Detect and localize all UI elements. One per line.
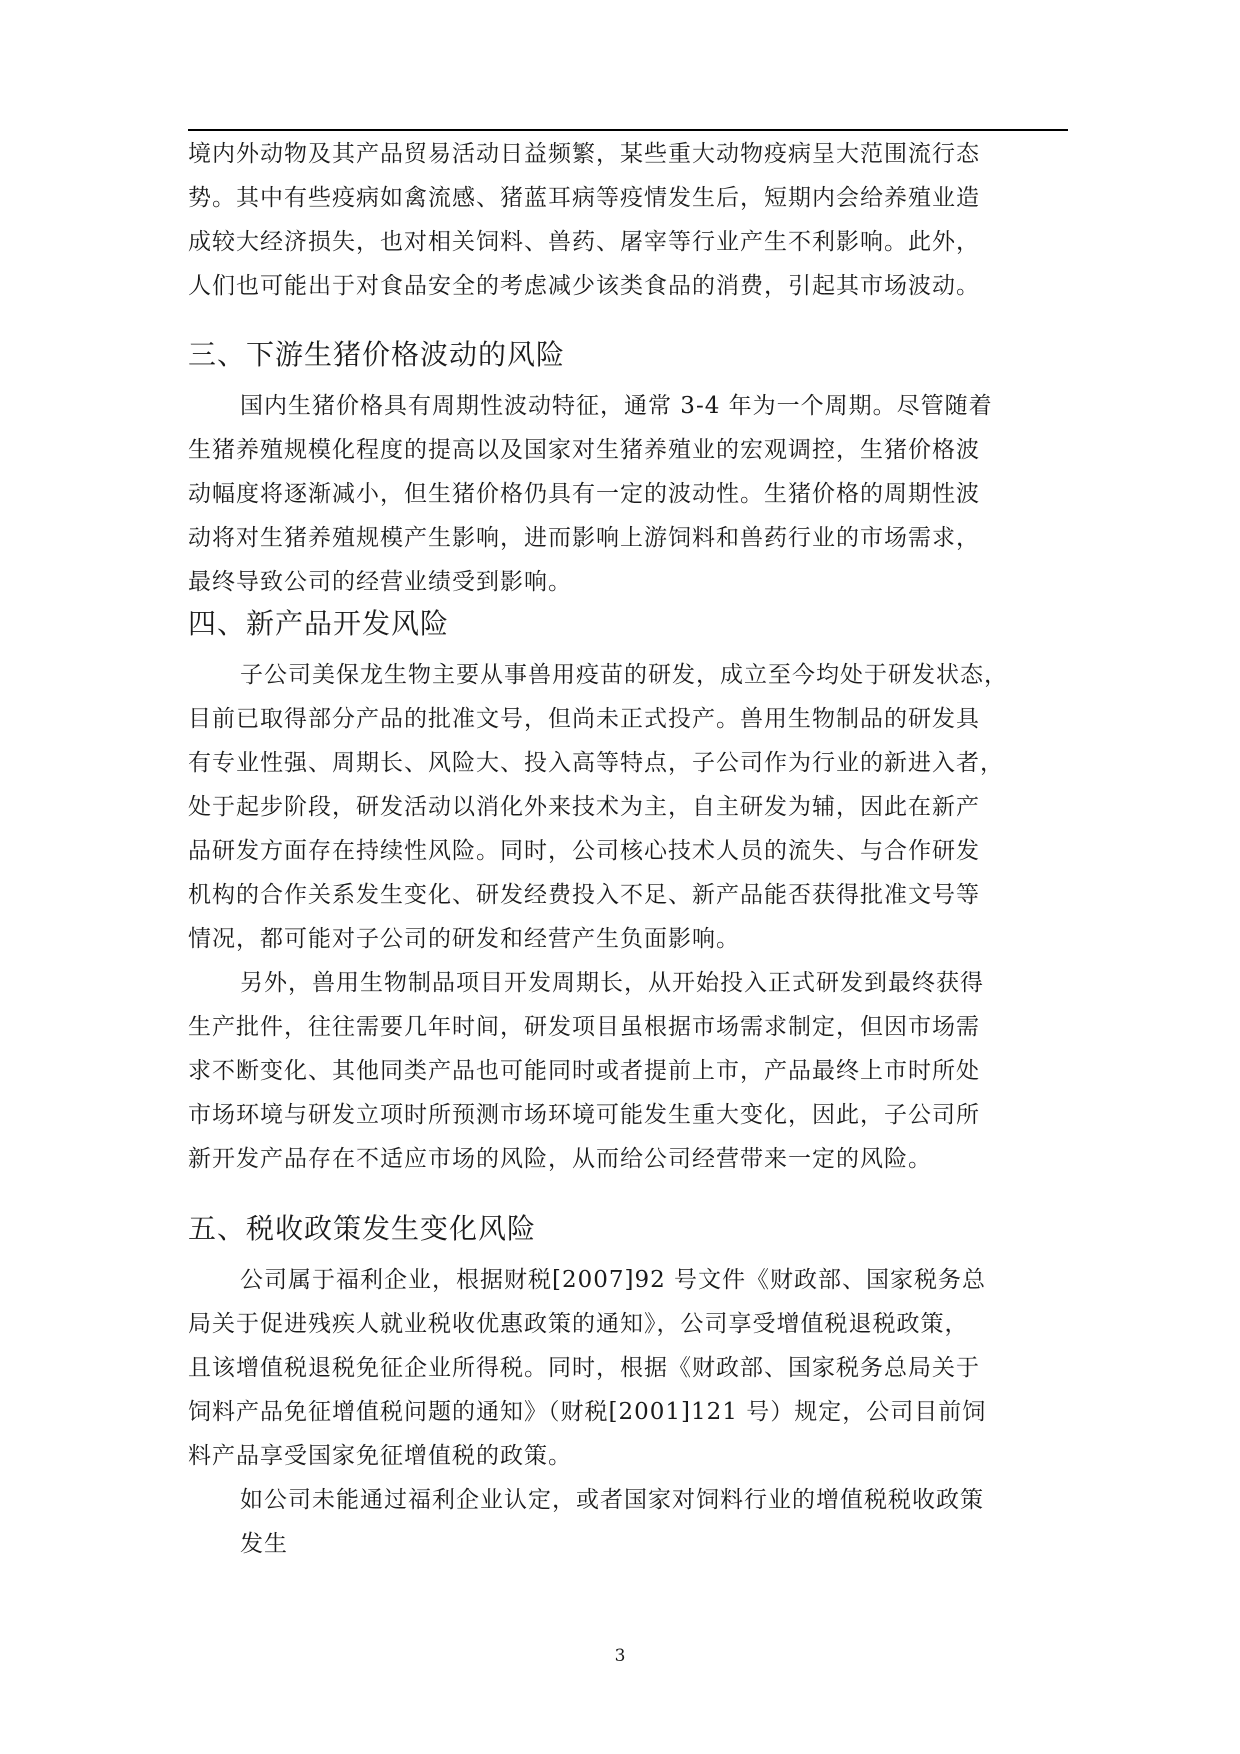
text-line: 发生 (240, 1531, 288, 1557)
section-5-heading: 五、税收政策发生变化风险 (188, 1212, 537, 1245)
text-line: 处于起步阶段，研发活动以消化外来技术为主，自主研发为辅，因此在新产 (188, 794, 980, 820)
text-line: 饲料产品免征增值税问题的通知》（财税[2001]121 号）规定，公司目前饲 (188, 1399, 987, 1425)
text-line: 情况，都可能对子公司的研发和经营产生负面影响。 (188, 926, 740, 952)
text-line: 品研发方面存在持续性风险。同时，公司核心技术人员的流失、与合作研发 (188, 838, 980, 864)
text-line: 求不断变化、其他同类产品也可能同时或者提前上市，产品最终上市时所处 (188, 1058, 980, 1084)
text-line: 另外，兽用生物制品项目开发周期长，从开始投入正式研发到最终获得 (240, 970, 984, 996)
text-line: 动幅度将逐渐减小，但生猪价格仍具有一定的波动性。生猪价格的周期性波 (188, 481, 980, 507)
text-line: 公司属于福利企业，根据财税[2007]92 号文件《财政部、国家税务总 (240, 1267, 987, 1293)
text-line: 动将对生猪养殖规模产生影响，进而影响上游饲料和兽药行业的市场需求， (188, 525, 980, 551)
text-line: 机构的合作关系发生变化、研发经费投入不足、新产品能否获得批准文号等 (188, 882, 980, 908)
text-line: 生猪养殖规模化程度的提高以及国家对生猪养殖业的宏观调控，生猪价格波 (188, 437, 980, 463)
text-line: 料产品享受国家免征增值税的政策。 (188, 1443, 572, 1469)
section-5-paragraph-1 (188, 1258, 1068, 1478)
text-line: 国内生猪价格具有周期性波动特征，通常 3-4 年为一个周期。尽管随着 (240, 393, 993, 419)
text-line: 人们也可能出于对食品安全的考虑减少该类食品的消费，引起其市场波动。 (188, 273, 980, 299)
page-body (188, 132, 1068, 1566)
text-line: 有专业性强、周期长、风险大、投入高等特点，子公司作为行业的新进入者， (188, 750, 1004, 776)
text-line: 市场环境与研发立项时所预测市场环境可能发生重大变化，因此，子公司所 (188, 1102, 980, 1128)
text-line: 如公司未能通过福利企业认定，或者国家对饲料行业的增值税税收政策 (240, 1487, 984, 1513)
text-line: 生产批件，往往需要几年时间，研发项目虽根据市场需求制定，但因市场需 (188, 1014, 980, 1040)
text-line: 成较大经济损失，也对相关饲料、兽药、屠宰等行业产生不利影响。此外， (188, 229, 980, 255)
page-number: 3 (614, 1646, 626, 1666)
intro-paragraph (188, 132, 1068, 308)
text-line: 子公司美保龙生物主要从事兽用疫苗的研发，成立至今均处于研发状态， (240, 662, 1008, 688)
section-4-paragraph-1 (188, 653, 1068, 961)
text-line: 且该增值税退税免征企业所得税。同时，根据《财政部、国家税务总局关于 (188, 1355, 980, 1381)
section-4-heading: 四、新产品开发风险 (188, 607, 450, 640)
section-3-heading: 三、下游生猪价格波动的风险 (188, 338, 566, 371)
text-line: 目前已取得部分产品的批准文号，但尚未正式投产。兽用生物制品的研发具 (188, 706, 980, 732)
text-line: 新开发产品存在不适应市场的风险，从而给公司经营带来一定的风险。 (188, 1146, 932, 1172)
text-line: 势。其中有些疫病如禽流感、猪蓝耳病等疫情发生后，短期内会给养殖业造 (188, 185, 980, 211)
text-line: 境内外动物及其产品贸易活动日益频繁，某些重大动物疫病呈大范围流行态 (188, 141, 980, 167)
section-4-paragraph-2 (188, 961, 1068, 1181)
header-rule (188, 129, 1068, 131)
text-line: 最终导致公司的经营业绩受到影响。 (188, 569, 572, 595)
text-line: 局关于促进残疾人就业税收优惠政策的通知》，公司享受增值税退税政策， (188, 1311, 969, 1337)
section-5-paragraph-2 (240, 1478, 1068, 1566)
section-3-paragraph (188, 384, 1068, 604)
